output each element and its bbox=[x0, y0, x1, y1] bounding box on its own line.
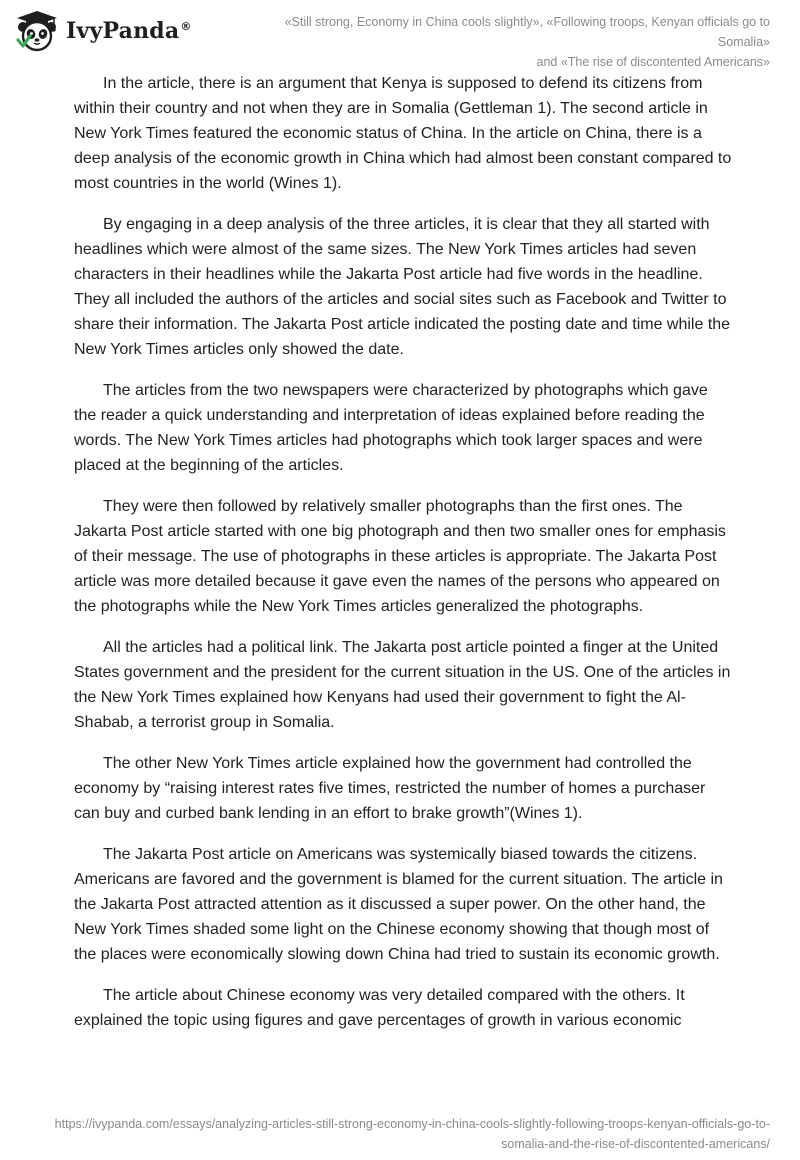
logo-name: IvyPanda bbox=[66, 18, 180, 44]
document-title-line-2: and «The rise of discontented Americans» bbox=[536, 55, 770, 69]
logo-wordmark bbox=[66, 18, 192, 44]
document-title bbox=[230, 12, 770, 72]
paragraph: They were then followed by relatively smaller photographs than the first ones. The Jakarta Post article started with one big photograph and then two smaller ones for emphasis of their message. The use of photographs in these articles is appropriate. The Jakarta Post article was more detailed because it gave even the names of the persons who appeared on the photographs while the New York Times articles generalized the photographs. bbox=[74, 498, 726, 615]
source-url-line-1: https://ivypanda.com/essays/analyzing-articles-still-strong-economy-in-china-cools-slightly-following-troops-kenyan-officials-go-to- bbox=[54, 1117, 770, 1131]
logo-registered-mark: ® bbox=[180, 19, 192, 33]
paragraph: All the articles had a political link. The Jakarta post article pointed a finger at the United States government and the president for the current situation in the US. One of the articles in the New York Times explained how Kenyans had used their government to fight the Al-Shabab, a terrorist group in Somalia. bbox=[74, 639, 731, 731]
source-url[interactable] bbox=[30, 1114, 770, 1154]
paragraph: By engaging in a deep analysis of the three articles, it is clear that they all started with headlines which were almost of the same sizes. The New York Times articles had seven characters in their headlines while the Jakarta Post article had five words in the headline. They all included the authors of the articles and social sites such as Facebook and Twitter to share their information. The Jakarta Post article indicated the posting date and time while the New York Times articles only showed the date. bbox=[74, 216, 731, 358]
source-url-line-2: somalia-and-the-rise-of-discontented-americans/ bbox=[501, 1137, 770, 1151]
ivypanda-logo[interactable] bbox=[14, 8, 192, 54]
paragraph: The article about Chinese economy was very detailed compared with the others. It explained the topic using figures and gave percentages of growth in various economic bbox=[74, 987, 685, 1029]
paragraph: The articles from the two newspapers were characterized by photographs which gave the reader a quick understanding and interpretation of ideas explained before reading the words. The New York Times articles had photographs which took larger spaces and were placed at the beginning of the articles. bbox=[74, 382, 708, 474]
panda-graduate-icon bbox=[14, 8, 60, 54]
page-header bbox=[0, 0, 800, 69]
paragraph: In the article, there is an argument that Kenya is supposed to defend its citizens from within their country and not when they are in Somalia (Gettleman 1). The second article in New York Times featured the economic status of China. In the article on China, there is a deep analysis of the economic growth in China which had almost been constant compared to most countries in the world (Wines 1). bbox=[74, 75, 732, 192]
paragraph: The Jakarta Post article on Americans was systemically biased towards the citizens. Americans are favored and the government is blamed for the current situation. The article in the Jakarta Post attracted attention as it discussed a super power. On the other hand, the New York Times shaded some light on the Chinese economy showing that though most of the places were economically slowing down China had tried to sustain its economic growth. bbox=[74, 846, 723, 963]
paragraph: The other New York Times article explained how the government had controlled the economy by “raising interest rates five times, restricted the number of homes a purchaser can buy and curbed bank lending in an effort to brake growth”(Wines 1). bbox=[74, 755, 706, 822]
essay-body bbox=[74, 71, 734, 1049]
document-title-line-1: «Still strong, Economy in China cools slightly», «Following troops, Kenyan officials go to Somalia» bbox=[284, 15, 770, 49]
